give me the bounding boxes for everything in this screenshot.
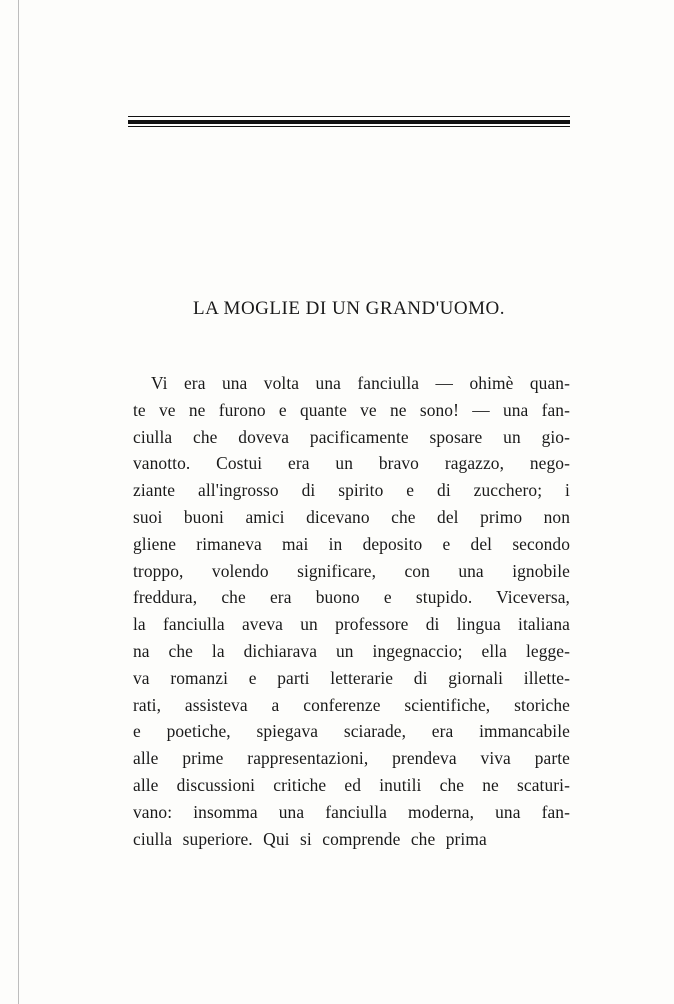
text-line: te ve ne furono e quante ve ne sono! — una fan- xyxy=(133,399,570,420)
text-line: troppo, volendo significare, con una ignobile xyxy=(133,560,570,581)
text-line: va romanzi e parti letterarie di giornali illette- xyxy=(133,667,570,688)
header-rule-thin-top xyxy=(128,116,570,117)
text-line: alle prime rappresentazioni, prendeva viva parte xyxy=(133,748,570,769)
text-line: suoi buoni amici dicevano che del primo non xyxy=(133,506,570,527)
chapter-title: LA MOGLIE DI UN GRAND'UOMO. xyxy=(193,298,505,319)
text-line: na che la dichiarava un ingegnaccio; ella legge- xyxy=(133,640,570,661)
text-line: vano: insomma una fanciulla moderna, una fan- xyxy=(133,801,570,822)
text-line: la fanciulla aveva un professore di lingua italiana xyxy=(133,614,570,635)
text-line: freddura, che era buono e stupido. Viceversa, xyxy=(133,587,570,608)
body-text xyxy=(133,370,570,852)
text-line: ziante all'ingrosso di spirito e di zucchero; i xyxy=(133,480,570,501)
text-line: e poetiche, spiegava sciarade, era immancabile xyxy=(133,721,570,742)
text-line: ciulla superiore. Qui si comprende che prima xyxy=(133,828,487,849)
header-rule-thin-bottom xyxy=(128,126,570,127)
text-line: rati, assisteva a conferenze scientifiche, storiche xyxy=(133,694,570,715)
text-line: gliene rimaneva mai in deposito e del secondo xyxy=(133,533,570,554)
header-rule-thick xyxy=(128,120,570,124)
page-edge xyxy=(18,0,19,1004)
text-line: vanotto. Costui era un bravo ragazzo, nego- xyxy=(133,453,570,474)
header-rule xyxy=(128,116,570,128)
text-line: Vi era una volta una fanciulla — ohimè quan- xyxy=(151,373,570,393)
text-line: ciulla che doveva pacificamente sposare un gio- xyxy=(133,426,570,447)
text-line: alle discussioni critiche ed inutili che ne scaturi- xyxy=(133,774,570,795)
